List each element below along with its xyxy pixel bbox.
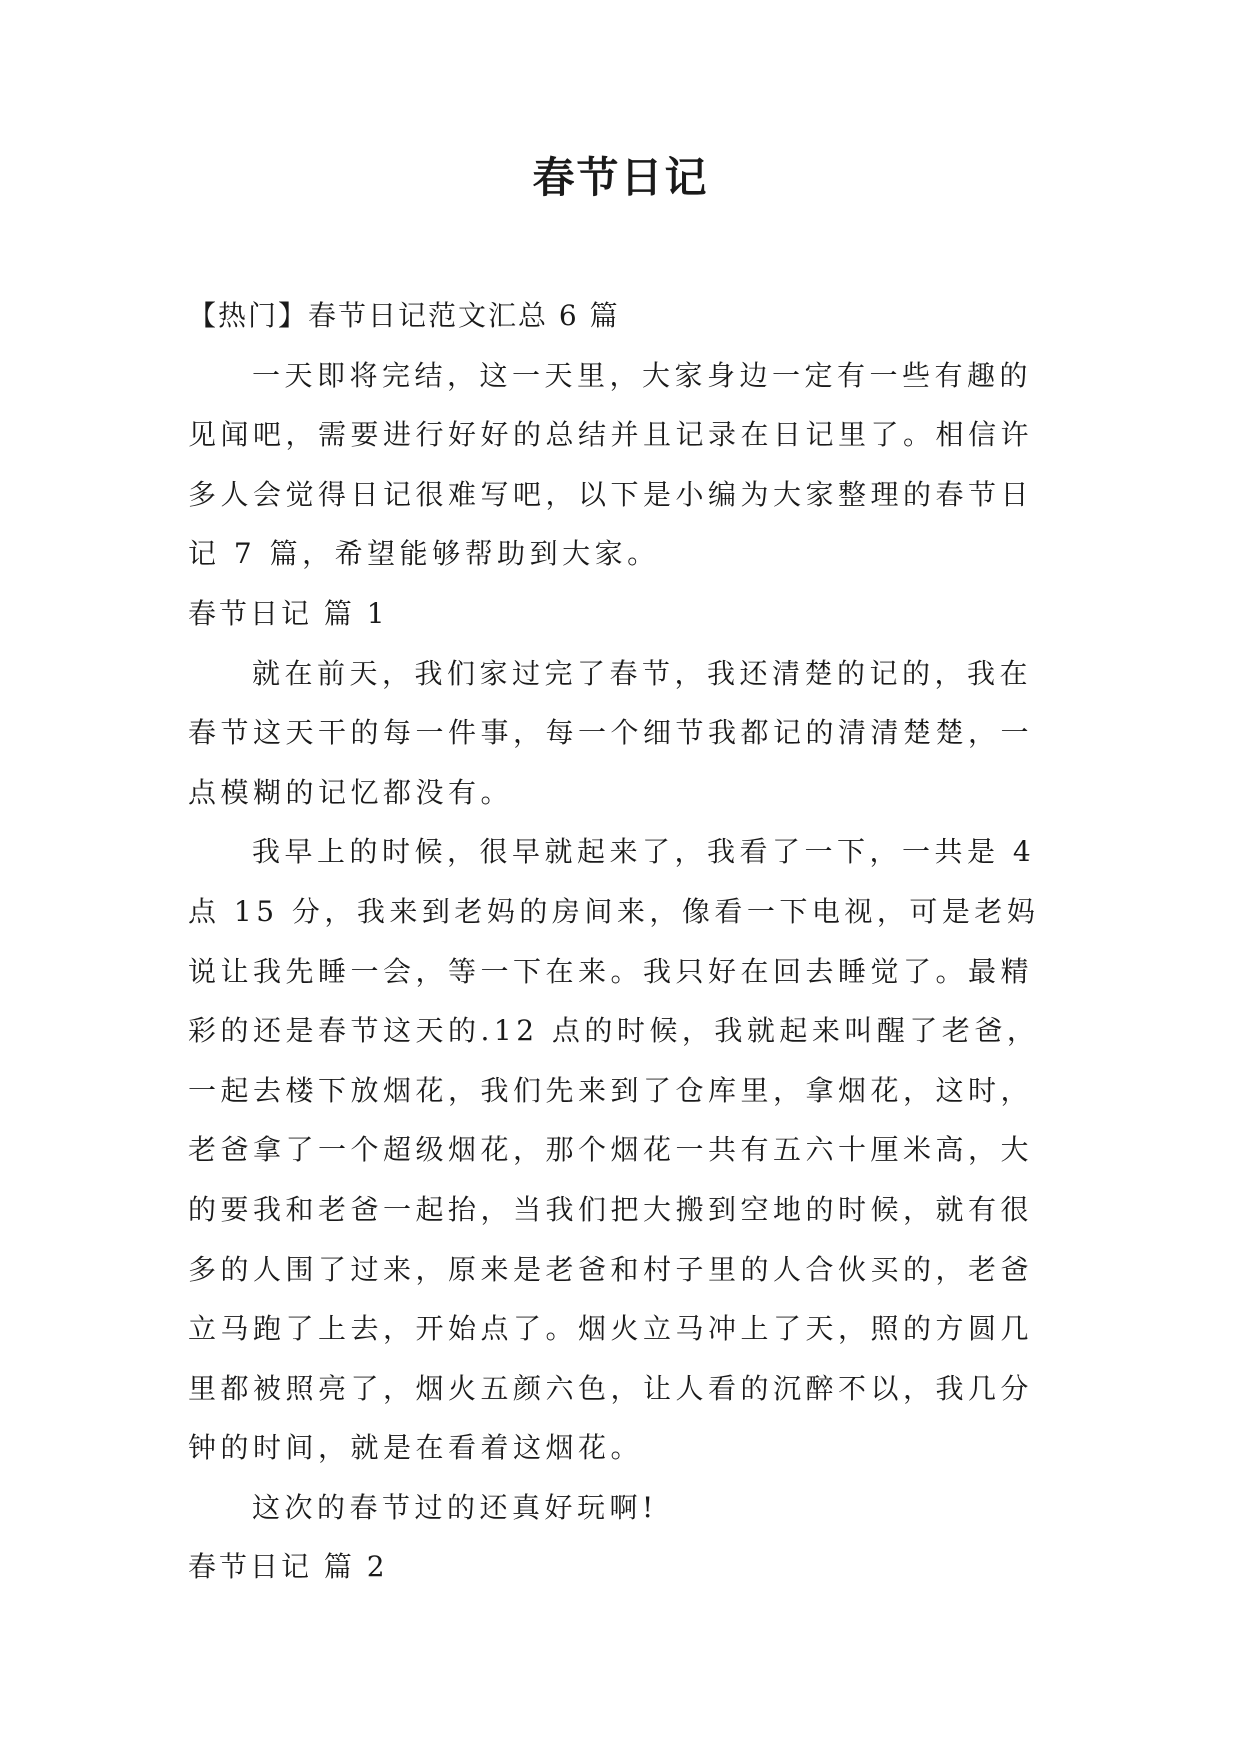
text-line: 钟的时间，就是在看着这烟花。: [188, 1431, 644, 1465]
text-line: 就在前天，我们家过完了春节，我还清楚的记的，我在: [252, 656, 1033, 690]
section-heading: 春节日记 篇 1: [188, 596, 388, 630]
text-line: 里都被照亮了，烟火五颜六色，让人看的沉醉不以，我几分: [188, 1371, 1034, 1405]
text-line: 点 15 分，我来到老妈的房间来，像看一下电视，可是老妈: [188, 894, 1040, 928]
text-line: 我早上的时候，很早就起来了，我看了一下，一共是 4: [252, 835, 1036, 869]
document-subtitle: 【热门】春节日记范文汇总 6 篇: [188, 299, 620, 332]
text-line: 彩的还是春节这天的.12 点的时候，我就起来叫醒了老爸，: [188, 1014, 1040, 1048]
text-line: 多人会觉得日记很难写吧，以下是小编为大家整理的春节日: [188, 477, 1034, 511]
paragraph-lines: [188, 346, 1060, 1597]
text-line: 立马跑了上去，开始点了。烟火立马冲上了天，照的方圆几: [188, 1312, 1034, 1346]
text-line: 一起去楼下放烟花，我们先来到了仓库里，拿烟花，这时，: [188, 1073, 1034, 1107]
text-line: 记 7 篇，希望能够帮助到大家。: [188, 537, 660, 571]
text-line: 点模糊的记忆都没有。: [188, 775, 514, 809]
text-line: 一天即将完结，这一天里，大家身边一定有一些有趣的: [252, 358, 1033, 392]
text-line: 春节这天干的每一件事，每一个细节我都记的清清楚楚，一: [188, 716, 1034, 750]
text-line: 这次的春节过的还真好玩啊!: [252, 1490, 658, 1524]
document-body: [188, 286, 1060, 1597]
text-line: 见闻吧，需要进行好好的总结并且记录在日记里了。相信许: [188, 418, 1034, 452]
text-line: 说让我先睡一会，等一下在来。我只好在回去睡觉了。最精: [188, 954, 1034, 988]
text-line: 多的人围了过来，原来是老爸和村子里的人合伙买的，老爸: [188, 1252, 1034, 1286]
text-line: 老爸拿了一个超级烟花，那个烟花一共有五六十厘米高，大: [188, 1133, 1034, 1167]
page-title: 春节日记: [532, 153, 709, 202]
text-line: 的要我和老爸一起抬，当我们把大搬到空地的时候，就有很: [188, 1192, 1034, 1226]
section-heading: 春节日记 篇 2: [188, 1550, 388, 1584]
